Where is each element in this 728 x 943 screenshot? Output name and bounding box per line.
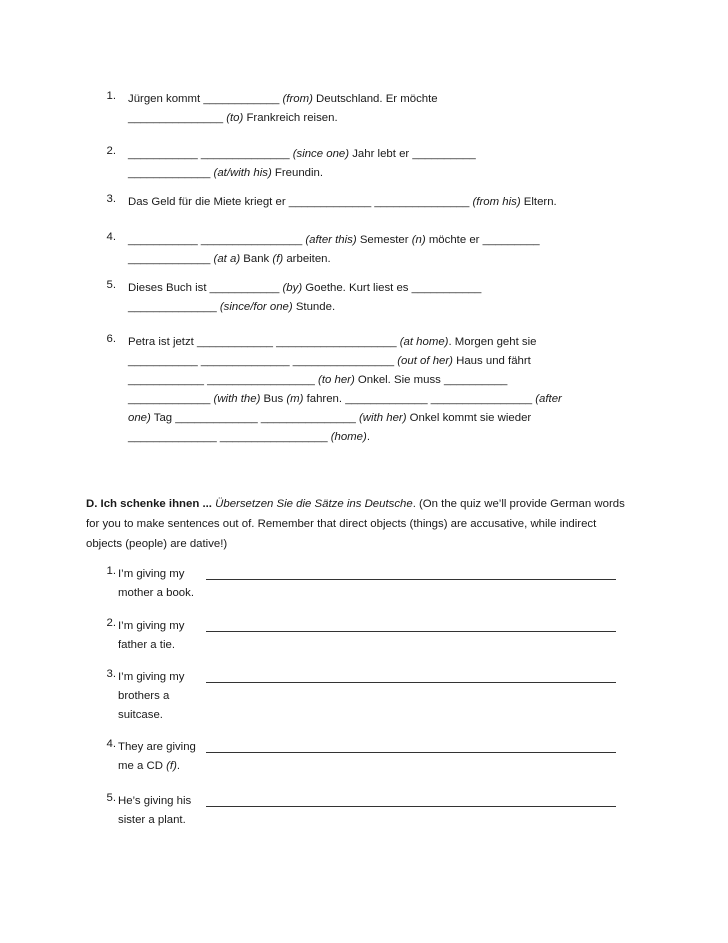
item-text — [128, 279, 598, 317]
text-line: objects (people) are dative!) — [86, 538, 228, 550]
item-text — [128, 333, 598, 447]
text-line: Petra ist jetzt ____________ ___________________ (at home). Morgen geht sie — [128, 336, 537, 348]
text-line: ______________ (since/for one) Stunde. — [128, 301, 336, 313]
text-line: Das Geld für die Miete kriegt er _____________ _______________ (from his) Eltern. — [128, 196, 557, 208]
item-number: 2. — [106, 617, 116, 629]
text-line: ___________ ______________ (since one) Jahr lebt er __________ — [128, 148, 476, 160]
text-line: ___________ ________________ (after this) Semester (n) möchte er _________ — [128, 234, 540, 246]
answer-line[interactable] — [206, 631, 616, 632]
text-line: _______________ (to) Frankreich reisen. — [128, 112, 338, 124]
item-number: 3. — [106, 668, 116, 680]
text-line: ______________ _________________ (home). — [128, 431, 370, 443]
item-text — [128, 193, 598, 212]
item-number: 4. — [106, 231, 116, 243]
item-prompt: They are giving me a CD (f). — [118, 741, 196, 772]
answer-line[interactable] — [206, 806, 616, 807]
text-line: Dieses Buch ist ___________ (by) Goethe. Kurt liest es ___________ — [128, 282, 482, 294]
text-line: for you to make sentences out of. Remember that direct objects (things) are accusative, while indirect — [86, 518, 597, 530]
item-text — [128, 90, 598, 128]
item-number: 6. — [106, 333, 116, 345]
item-prompt: I’m giving my brothers a suitcase. — [118, 671, 185, 721]
section-d-instructions — [86, 494, 646, 554]
item-number: 1. — [106, 565, 116, 577]
item-number: 2. — [106, 145, 116, 157]
text-line: _____________ (with the) Bus (m) fahren. _____________ ________________ (after — [128, 393, 562, 405]
text-line: _____________ (at/with his) Freundin. — [128, 167, 324, 179]
item-text — [128, 231, 598, 269]
section-d-title: D. Ich schenke ihnen ... — [86, 498, 216, 510]
text-line: Jürgen kommt ____________ (from) Deutschland. Er möchte — [128, 93, 438, 105]
answer-line[interactable] — [206, 682, 616, 683]
item-number: 1. — [106, 90, 116, 102]
item-prompt: I’m giving my father a tie. — [118, 620, 185, 651]
item-prompt: He’s giving his sister a plant. — [118, 795, 192, 826]
answer-line[interactable] — [206, 752, 616, 753]
item-text — [128, 145, 598, 183]
text-line: _____________ (at a) Bank (f) arbeiten. — [128, 253, 331, 265]
item-number: 5. — [106, 792, 116, 804]
answer-line[interactable] — [206, 579, 616, 580]
item-number: 4. — [106, 738, 116, 750]
text-line: one) Tag _____________ _______________ (with her) Onkel kommt sie wieder — [128, 412, 532, 424]
text-line: D. Ich schenke ihnen ... Übersetzen Sie die Sätze ins Deutsche. (On the quiz we’ll provide German words — [86, 498, 625, 510]
text-line: ___________ ______________ ________________ (out of her) Haus und fährt — [128, 355, 531, 367]
item-number: 3. — [106, 193, 116, 205]
item-number: 5. — [106, 279, 116, 291]
text-line: ____________ _________________ (to her) Onkel. Sie muss __________ — [128, 374, 508, 386]
item-prompt: I’m giving my mother a book. — [118, 568, 194, 599]
